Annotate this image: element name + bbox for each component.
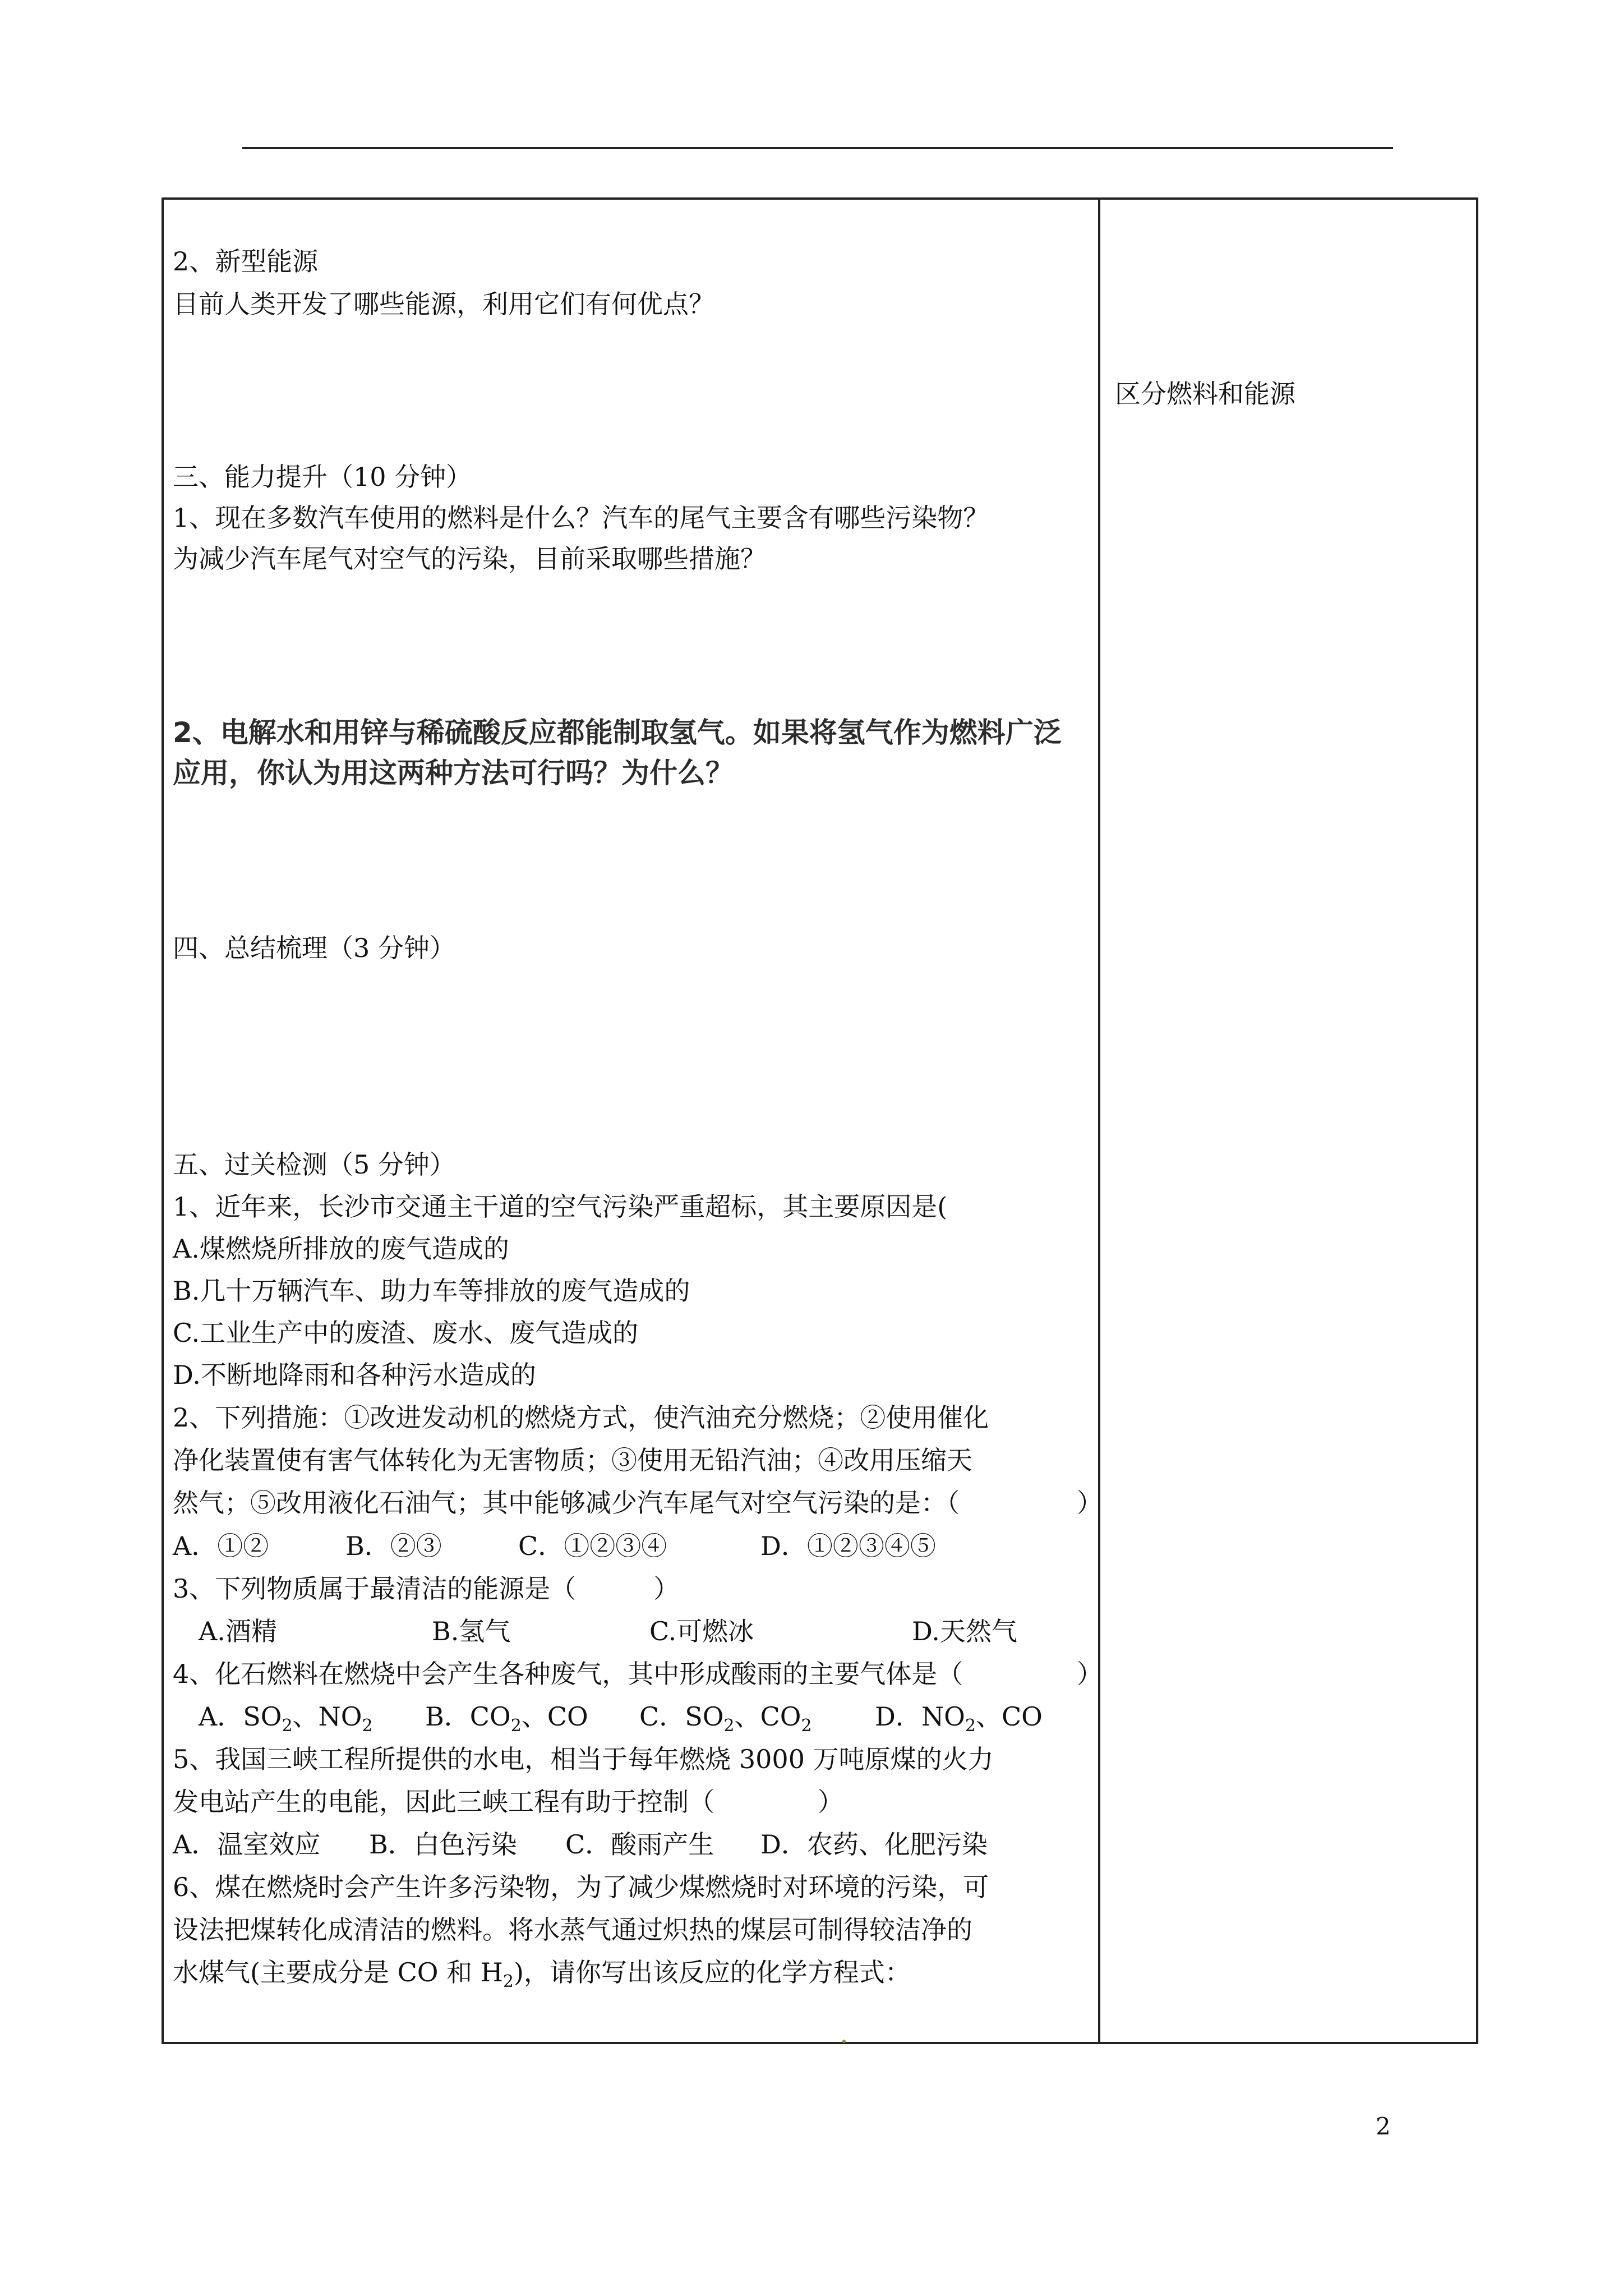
header-rule: [242, 147, 1393, 149]
answer-option: D．①②③④⑤: [760, 1531, 936, 1561]
answer-option: B．$CO_2$、CO: [425, 1701, 588, 1736]
section-heading: 三、能力提升（10 分钟）: [173, 462, 472, 492]
answer-option: C.可燃冰: [649, 1616, 754, 1646]
answer-option: C．$SO_2$、$CO_2$: [639, 1701, 812, 1736]
question-stem: 3、下列物质属于最清洁的能源是（ ）: [173, 1573, 680, 1604]
answer-option: C.工业生产中的废渣、废水、废气造成的: [173, 1318, 639, 1348]
side-note: 区分燃料和能源: [1115, 379, 1295, 409]
question-text: 为减少汽车尾气对空气的污染，目前采取哪些措施？: [173, 544, 766, 574]
answer-options-row: [173, 1828, 1092, 1861]
answer-option: B．白色污染: [369, 1829, 517, 1860]
question-text: 目前人类开发了哪些能源，利用它们有何优点？: [173, 289, 714, 319]
answer-option: A．温室效应: [173, 1829, 321, 1860]
column-divider: [1098, 197, 1100, 2044]
bracket-end: ）: [1077, 1488, 1103, 1518]
answer-option: C．酸雨产生: [565, 1829, 714, 1860]
question-stem: 发电站产生的电能，因此三峡工程有助于控制（ ）: [173, 1787, 843, 1817]
question-stem: 水煤气(主要成分是 CO 和 $H_2$)，请你写出该反应的化学方程式：: [173, 1957, 911, 1992]
question-text: 2、电解水和用锌与稀硫酸反应都能制取氢气。如果将氢气作为燃料广泛: [173, 716, 1062, 749]
scan-speck: [842, 2040, 846, 2043]
question-stem: 2、下列措施：①改进发动机的燃烧方式，使汽油充分燃烧；②使用催化: [173, 1402, 989, 1433]
answer-option: D．$NO_2$、CO: [875, 1701, 1043, 1736]
section-title: 2、新型能源: [173, 246, 319, 277]
answer-option: B.几十万辆汽车、助力车等排放的废气造成的: [173, 1276, 690, 1306]
answer-option: A．$SO_2$、$NO_2$: [199, 1701, 373, 1736]
answer-options-row: [173, 1614, 1070, 1648]
question-text: 应用，你认为用这两种方法可行吗？为什么？: [173, 757, 734, 789]
question-stem: 4、化石燃料在燃烧中会产生各种废气，其中形成酸雨的主要气体是（: [173, 1659, 963, 1689]
answer-option: A.酒精: [199, 1616, 277, 1646]
answer-option: C．①②③④: [518, 1531, 667, 1561]
question-stem: 5、我国三峡工程所提供的水电，相当于每年燃烧 3000 万吨原煤的火力: [173, 1744, 994, 1774]
answer-option: D.不断地降雨和各种污水造成的: [173, 1360, 536, 1390]
section-heading: 四、总结梳理（3 分钟）: [173, 933, 455, 963]
bracket-end: ）: [1077, 1659, 1103, 1689]
answer-options-row: [173, 1700, 1070, 1736]
section-heading: 五、过关检测（5 分钟）: [173, 1149, 455, 1180]
question-stem: 设法把煤转化成清洁的燃料。将水蒸气通过炽热的煤层可制得较洁净的: [173, 1915, 972, 1945]
question-stem: 6、煤在燃烧时会产生许多污染物，为了减少煤燃烧时对环境的污染，可: [173, 1872, 989, 1902]
answer-option: B．②③: [345, 1531, 442, 1561]
answer-option: D.天然气: [912, 1616, 1017, 1646]
answer-options-row: [173, 1529, 1070, 1563]
question-stem: 然气；⑤改用液化石油气；其中能够减少汽车尾气对空气污染的是：（: [173, 1488, 960, 1518]
question-text: 1、现在多数汽车使用的燃料是什么？汽车的尾气主要含有哪些污染物？: [173, 503, 989, 533]
answer-option: D．农药、化肥污染: [760, 1829, 988, 1860]
answer-option: B.氢气: [432, 1616, 511, 1646]
answer-option: A．①②: [173, 1531, 269, 1561]
question-stem: 1、近年来，长沙市交通主干道的空气污染严重超标，其主要原因是(: [173, 1191, 948, 1222]
page-number: 2: [1376, 2113, 1391, 2140]
question-stem: 净化装置使有害气体转化为无害物质；③使用无铅汽油；④改用压缩天: [173, 1445, 972, 1475]
answer-option: A.煤燃烧所排放的废气造成的: [173, 1234, 509, 1264]
